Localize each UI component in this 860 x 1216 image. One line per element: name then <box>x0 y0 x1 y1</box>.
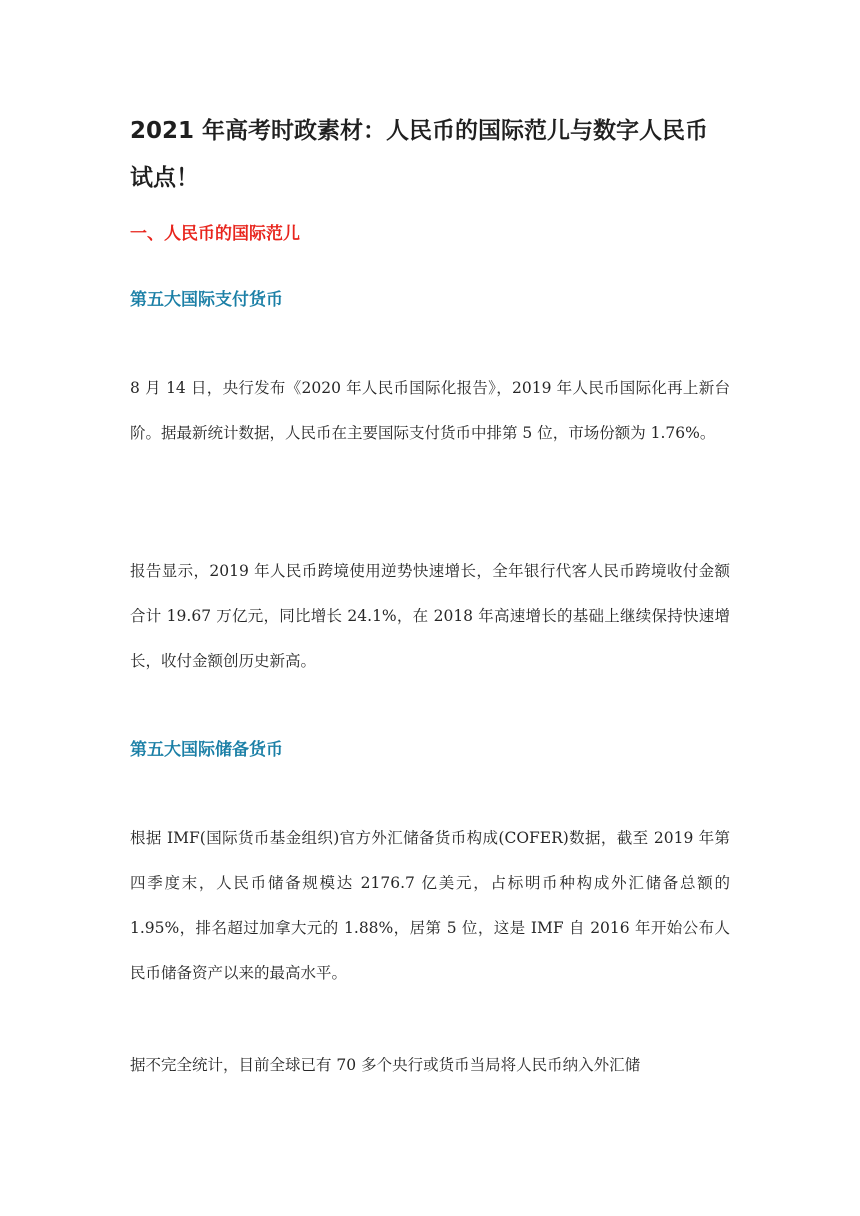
section-heading-international: 一、人民币的国际范儿 <box>130 224 300 244</box>
paragraph-report-release: 8 月 14 日，央行发布《2020 年人民币国际化报告》，2019 年人民币国际化再上新台阶。据最新统计数据，人民币在主要国际支付货币中排第 5 位，市场份额为 1.76%。 <box>130 379 730 442</box>
subheading-payment-currency: 第五大国际支付货币 <box>130 290 283 310</box>
subheading-reserve-currency: 第五大国际储备货币 <box>130 740 283 760</box>
paragraph-cross-border-growth: 报告显示，2019 年人民币跨境使用逆势快速增长，全年银行代客人民币跨境收付金额合计 19.67 万亿元，同比增长 24.1%，在 2018 年高速增长的基础上继续保持快速增长，收付金额创历史新高。 <box>130 562 730 670</box>
paragraph-central-banks: 据不完全统计，目前全球已有 70 多个央行或货币当局将人民币纳入外汇储 <box>130 1056 641 1074</box>
document-title: 2021 年高考时政素材：人民币的国际范儿与数字人民币试点！ <box>130 118 709 191</box>
paragraph-imf-cofer: 根据 IMF(国际货币基金组织)官方外汇储备货币构成(COFER)数据，截至 2019 年第四季度末，人民币储备规模达 2176.7 亿美元，占标明币种构成外汇储备总额的 1.95%，排名超过加拿大元的 1.88%，居第 5 位，这是 IMF 自 2016 年开始公布人民币储备资产以来的最高水平。 <box>130 829 730 982</box>
